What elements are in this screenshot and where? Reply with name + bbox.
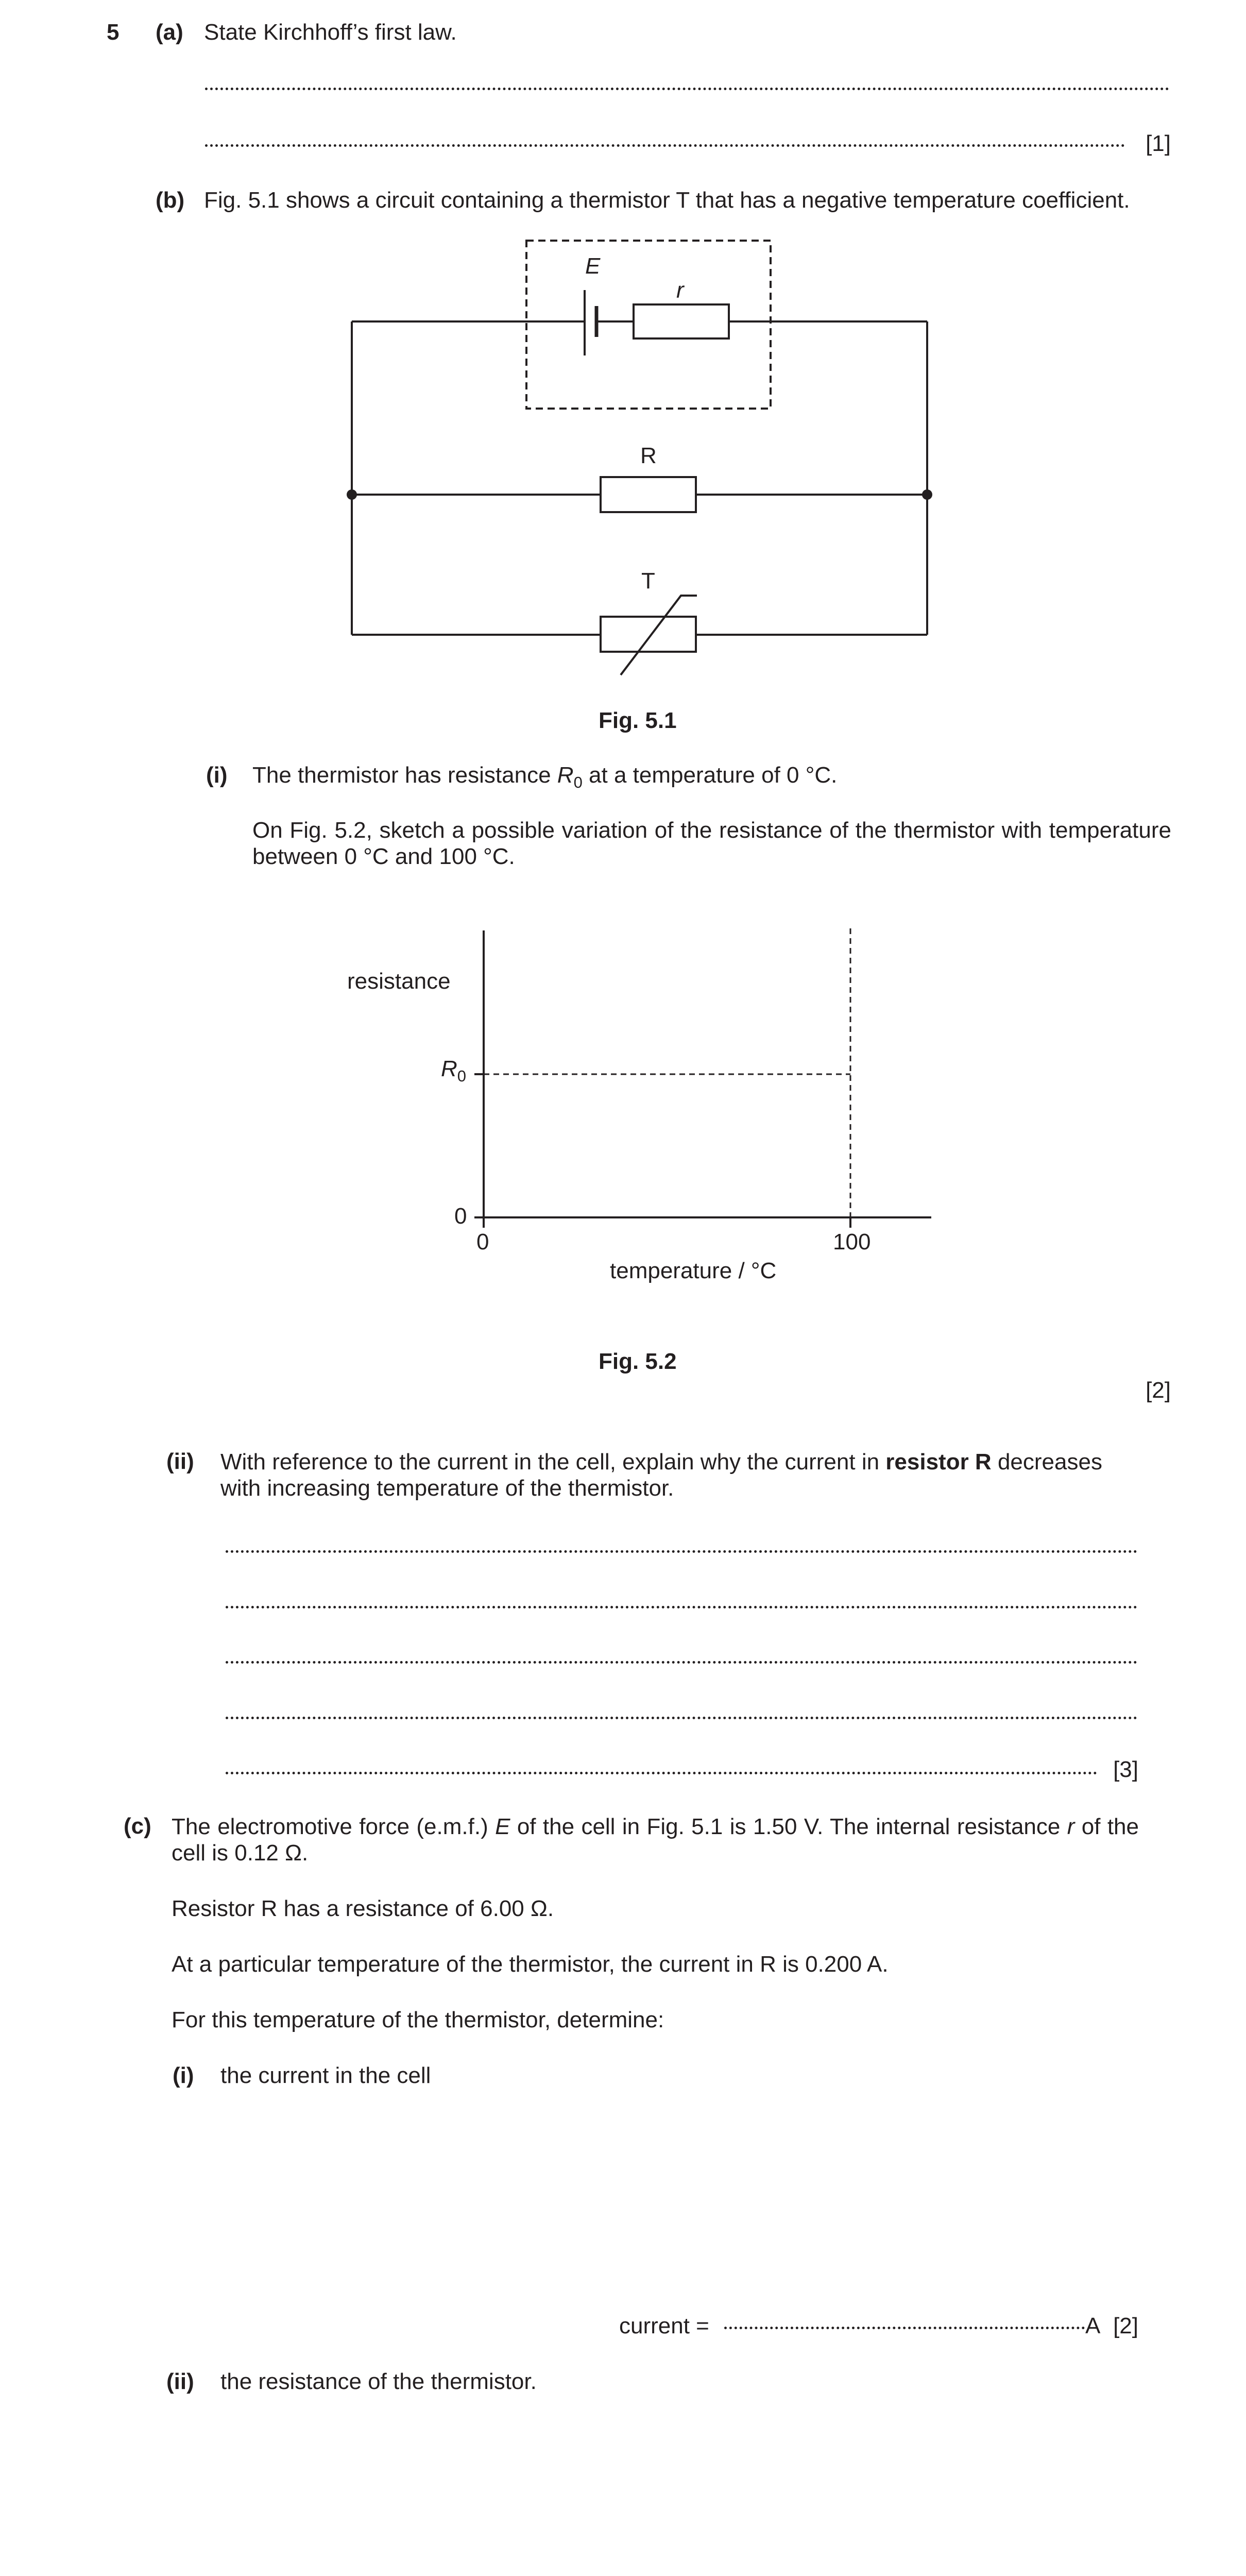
mark-b-i: [2] (1146, 1378, 1171, 1403)
part-b-i-label: (i) (206, 762, 228, 788)
part-c-p2: Resistor R has a resistance of 6.00 Ω. (172, 1896, 554, 1921)
part-a-label: (a) (156, 20, 183, 45)
answer-line[interactable] (226, 1717, 1137, 1719)
part-c-p1: The electromotive force (e.m.f.) E of the cell in Fig. 5.1 is 1.50 V. The internal resistance r of the cell is 0.12 Ω. (172, 1814, 1139, 1866)
part-c-p3: At a particular temperature of the thermistor, the current in R is 0.200 A. (172, 1952, 889, 1977)
label-E: E (585, 253, 601, 279)
mark-a: [1] (1146, 131, 1171, 156)
current-answer-label: current = (619, 2313, 709, 2338)
part-c-ii-label: (ii) (166, 2369, 194, 2394)
part-b-label: (b) (156, 188, 185, 213)
part-c-label: (c) (124, 1814, 151, 1839)
part-b-ii-label: (ii) (166, 1449, 194, 1474)
label-R: R (640, 443, 657, 468)
y-axis-label: resistance (347, 969, 451, 994)
resistance-temperature-graph[interactable] (0, 917, 1246, 1288)
part-c-i-text: the current in the cell (220, 2063, 431, 2088)
part-a-text: State Kirchhoff’s first law. (204, 20, 457, 45)
junction-dot-right (922, 489, 932, 500)
fig-5-1-caption: Fig. 5.1 (599, 708, 677, 733)
internal-resistor-r (634, 304, 729, 338)
cell-enclosure-box (526, 241, 771, 409)
current-answer-field[interactable] (724, 2327, 1085, 2329)
current-unit: A (1085, 2313, 1101, 2338)
x-tick-label-100: 100 (833, 1229, 871, 1255)
label-T: T (641, 568, 655, 594)
thermistor-T (601, 617, 696, 652)
part-b-text: Fig. 5.1 shows a circuit containing a thermistor T that has a negative temperature coefficient. (204, 188, 1130, 213)
y-tick-label-r0: $R_0$ (441, 1056, 467, 1085)
mark-b-ii: [3] (1113, 1757, 1138, 1782)
part-b-i-text2: On Fig. 5.2, sketch a possible variation of the resistance of the thermistor with temperature between 0 °C and 100 °C. (252, 818, 1171, 870)
part-c-p4: For this temperature of the thermistor, determine: (172, 2007, 664, 2032)
part-c-i-label: (i) (173, 2063, 194, 2088)
circuit-diagram (0, 0, 1246, 732)
label-r: r (676, 278, 684, 303)
answer-line[interactable] (226, 1661, 1137, 1664)
y-tick-label-zero: 0 (454, 1204, 467, 1229)
x-axis-label: temperature / °C (610, 1258, 777, 1283)
answer-line[interactable] (226, 1606, 1137, 1608)
answer-line[interactable] (226, 1772, 1097, 1774)
part-b-ii-text: With reference to the current in the cell, explain why the current in resistor R decreases with increasing temperature of the thermistor. (220, 1449, 1102, 1501)
resistor-R (601, 477, 696, 512)
junction-dot-left (347, 489, 357, 500)
thermistor-slash (621, 596, 697, 675)
question-number: 5 (107, 20, 120, 45)
x-tick-label-zero: 0 (476, 1229, 489, 1255)
part-b-i-text1: The thermistor has resistance $R_0$ at a temperature of 0 °C. (252, 762, 838, 791)
mark-c-i: [2] (1113, 2313, 1138, 2338)
part-c-ii-text: the resistance of the thermistor. (220, 2369, 537, 2394)
fig-5-2-caption: Fig. 5.2 (599, 1349, 677, 1374)
answer-line[interactable] (226, 1550, 1137, 1553)
